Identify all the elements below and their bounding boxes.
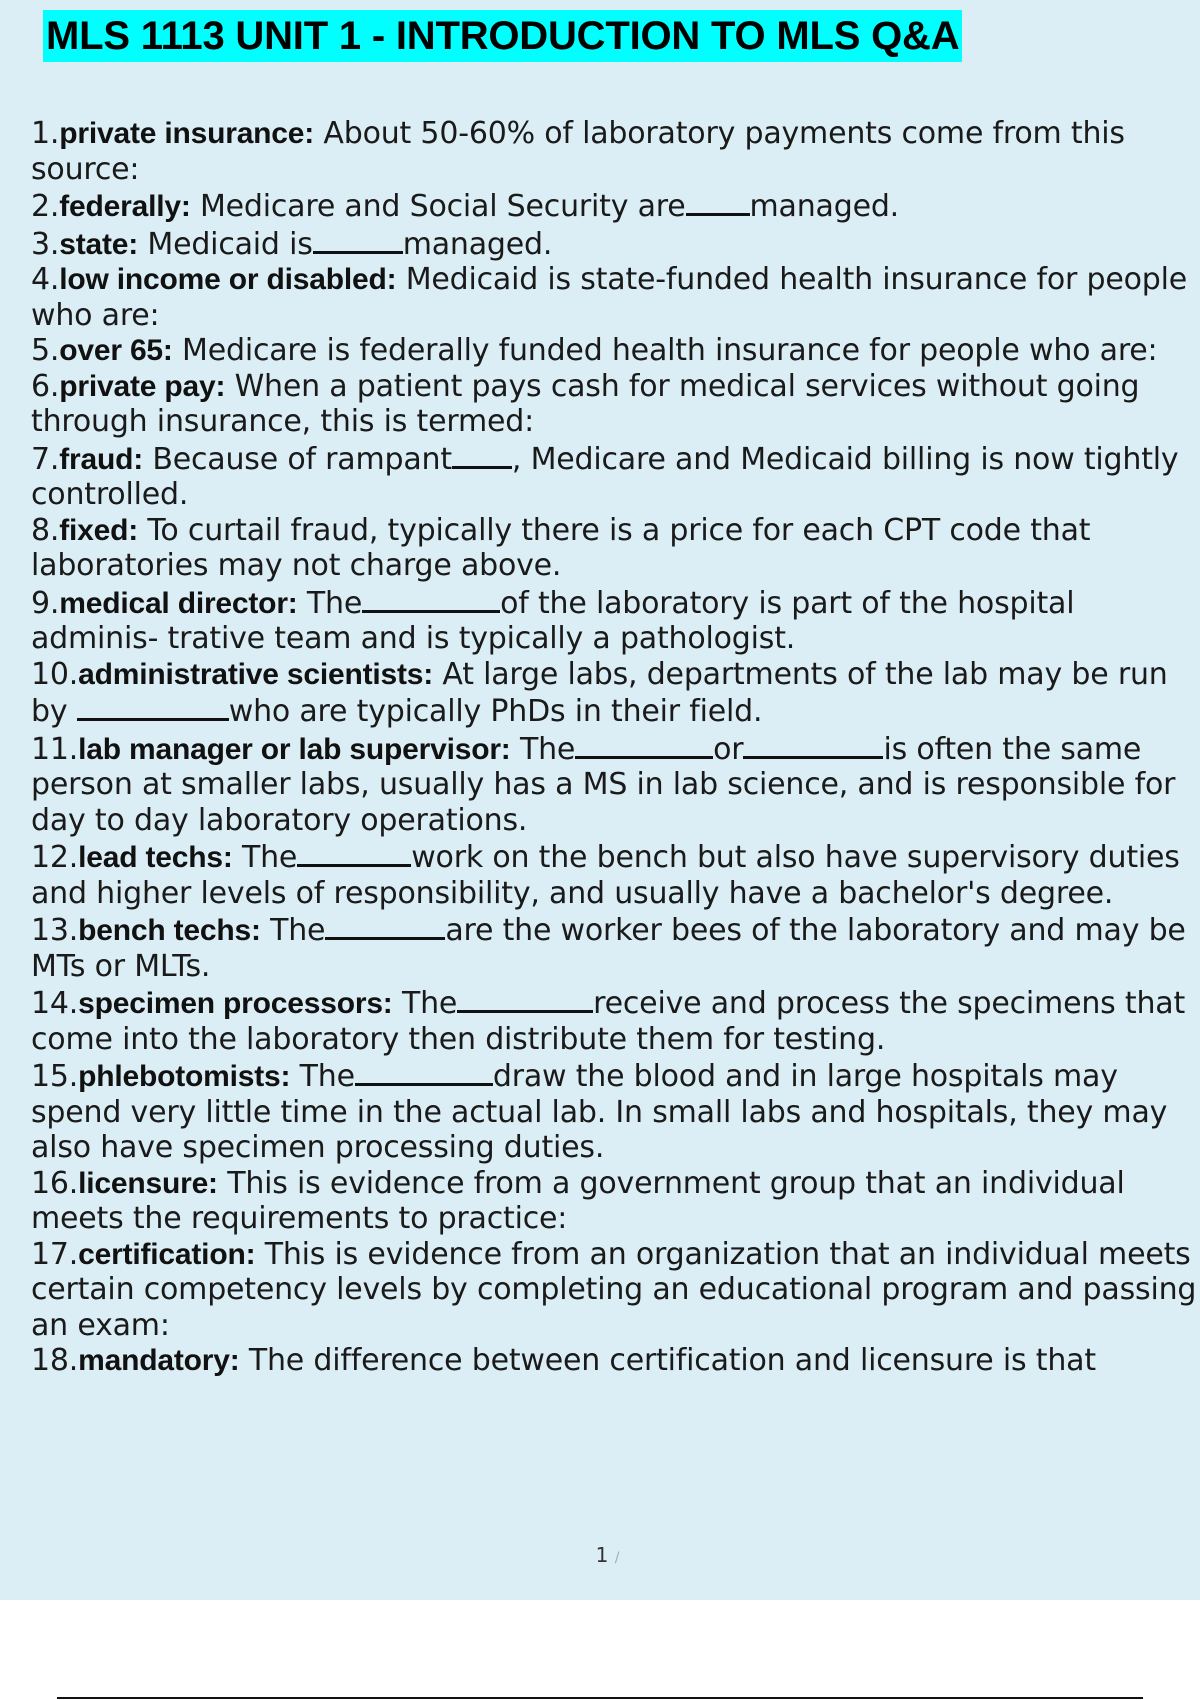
qa-item-text: Medicaid is <box>138 226 313 262</box>
page-number-separator: / <box>614 1550 620 1566</box>
qa-item <box>31 984 1200 1057</box>
fill-in-blank <box>575 730 713 759</box>
qa-item-number: 5. <box>31 333 60 368</box>
qa-item-text: draw the blood and in large hospitals may spend very little time in the actual lab. In small labs and hospitals, they may also have specimen processing duties. <box>31 1059 1168 1165</box>
qa-item-number: 11. <box>31 731 79 767</box>
qa-item-text: Medicare is federally funded health insurance for people who are: <box>172 333 1158 368</box>
qa-item-text: The <box>232 840 298 875</box>
qa-item-text: To curtail fraud, typically there is a price for each CPT code that laboratories may not charge above. <box>31 512 1091 583</box>
qa-item-term: licensure: <box>78 1166 218 1200</box>
fill-in-blank <box>686 187 750 216</box>
qa-item-term: specimen processors: <box>78 987 393 1020</box>
qa-item-term: private insurance: <box>59 117 315 150</box>
qa-item-term: fixed: <box>59 513 139 547</box>
qa-item <box>31 911 1200 984</box>
qa-item-text: or <box>713 731 744 767</box>
qa-item-text: is often the same person at smaller labs, usually has a MS in lab science, and is responsible for day to day laboratory operations. <box>31 731 1176 838</box>
qa-item-number: 9. <box>31 585 60 621</box>
fill-in-blank <box>355 1057 493 1086</box>
qa-item-number: 13. <box>31 913 79 948</box>
qa-item <box>31 513 1200 584</box>
fill-in-blank <box>743 730 883 759</box>
qa-item-number: 3. <box>31 226 60 262</box>
qa-item-term: over 65: <box>59 334 173 367</box>
qa-item-term: bench techs: <box>78 914 261 947</box>
qa-item-text: The <box>510 731 576 767</box>
page-number-value: 1 <box>595 1543 609 1567</box>
qa-item-term: fraud: <box>59 442 144 476</box>
qa-item-text: Because of rampant <box>143 441 452 477</box>
qa-item-number: 16. <box>31 1165 79 1201</box>
qa-item <box>31 333 1200 369</box>
qa-item-text: About 50-60% of laboratory payments come from this source: <box>31 116 1125 187</box>
qa-item-term: lab manager or lab supervisor: <box>78 732 511 766</box>
qa-item-text: who are typically PhDs in their field. <box>228 694 763 729</box>
qa-item-term: private pay: <box>59 369 226 403</box>
fill-in-blank <box>297 838 411 867</box>
fill-in-blank <box>457 984 593 1013</box>
qa-item-term: certification: <box>78 1237 256 1271</box>
qa-item-number: 6. <box>31 368 60 404</box>
qa-item-number: 12. <box>31 840 79 875</box>
qa-item <box>31 369 1200 440</box>
qa-item-text: When a patient pays cash for medical services without going through insurance, this is termed: <box>31 368 1140 439</box>
qa-item <box>31 1057 1200 1166</box>
qa-item-term: phlebotomists: <box>78 1060 291 1093</box>
qa-item <box>31 116 1200 187</box>
qa-item-text: Medicare and Social Security are <box>190 189 686 224</box>
qa-item-text: of the laboratory is part of the hospital adminis- trative team and is typically a pathologist. <box>31 585 1075 656</box>
qa-item <box>31 584 1200 657</box>
fill-in-blank <box>325 911 445 940</box>
qa-item-number: 1. <box>31 116 60 151</box>
fill-in-blank <box>452 440 512 469</box>
qa-item-text: managed. <box>749 189 900 224</box>
qa-item-number: 10. <box>31 656 79 692</box>
fill-in-blank <box>313 225 403 254</box>
qa-item <box>31 262 1200 333</box>
qa-item-text: The <box>297 585 363 621</box>
qa-item <box>31 838 1200 911</box>
qa-item-number: 7. <box>31 441 60 477</box>
qa-item-text: The <box>290 1059 355 1094</box>
qa-item-text: This is evidence from a government group that an individual meets the requirements to practice: <box>31 1165 1125 1236</box>
qa-item-text: The <box>392 986 458 1021</box>
qa-item-number: 4. <box>31 262 60 297</box>
qa-list <box>31 116 1200 1379</box>
qa-item-term: federally: <box>59 190 191 223</box>
qa-item-number: 14. <box>31 986 79 1021</box>
qa-item-text: work on the bench but also have supervisory duties and higher levels of responsibility, and usually have a bachelor's degree. <box>31 840 1180 911</box>
qa-item-number: 15. <box>31 1059 79 1094</box>
qa-item <box>31 187 1200 225</box>
qa-item-number: 2. <box>31 189 60 224</box>
qa-item-number: 8. <box>31 512 60 548</box>
fill-in-blank <box>77 692 229 721</box>
qa-item-text: receive and process the specimens that come into the laboratory then distribute them for testing. <box>31 986 1186 1057</box>
qa-item-text: This is evidence from an organization that an individual meets certain competency levels by completing an educational program and passing an exam: <box>31 1236 1197 1343</box>
qa-item-text: The difference between certification and licensure is that <box>239 1343 1096 1378</box>
qa-item-number: 18. <box>31 1343 79 1378</box>
qa-item <box>31 1166 1200 1237</box>
qa-item-number: 17. <box>31 1236 79 1272</box>
qa-item-term: state: <box>59 227 139 261</box>
qa-item-term: administrative scientists: <box>78 657 434 691</box>
qa-item-term: medical director: <box>59 586 298 620</box>
qa-item <box>31 657 1200 730</box>
qa-item-term: mandatory: <box>78 1344 240 1377</box>
bottom-divider <box>57 1697 1143 1699</box>
qa-item-text: At large labs, departments of the lab may be run by <box>31 656 1168 729</box>
qa-item <box>31 730 1200 839</box>
document-title: MLS 1113 UNIT 1 - INTRODUCTION TO MLS Q&A <box>43 10 962 62</box>
qa-item-text: are the worker bees of the laboratory and may be MTs or MLTs. <box>31 913 1186 984</box>
qa-item-term: low income or disabled: <box>59 263 397 296</box>
qa-item-text: Medicaid is state-funded health insurance for people who are: <box>31 262 1187 333</box>
qa-item <box>31 225 1200 263</box>
qa-item-term: lead techs: <box>78 841 233 874</box>
page-number <box>0 1543 1200 1567</box>
qa-item <box>31 440 1200 513</box>
qa-item-text: The <box>260 913 326 948</box>
fill-in-blank <box>362 584 500 613</box>
qa-item-text: , Medicare and Medicaid billing is now tightly controlled. <box>31 441 1179 512</box>
qa-item <box>31 1237 1200 1344</box>
qa-item-text: managed. <box>402 226 553 262</box>
qa-item <box>31 1343 1200 1379</box>
